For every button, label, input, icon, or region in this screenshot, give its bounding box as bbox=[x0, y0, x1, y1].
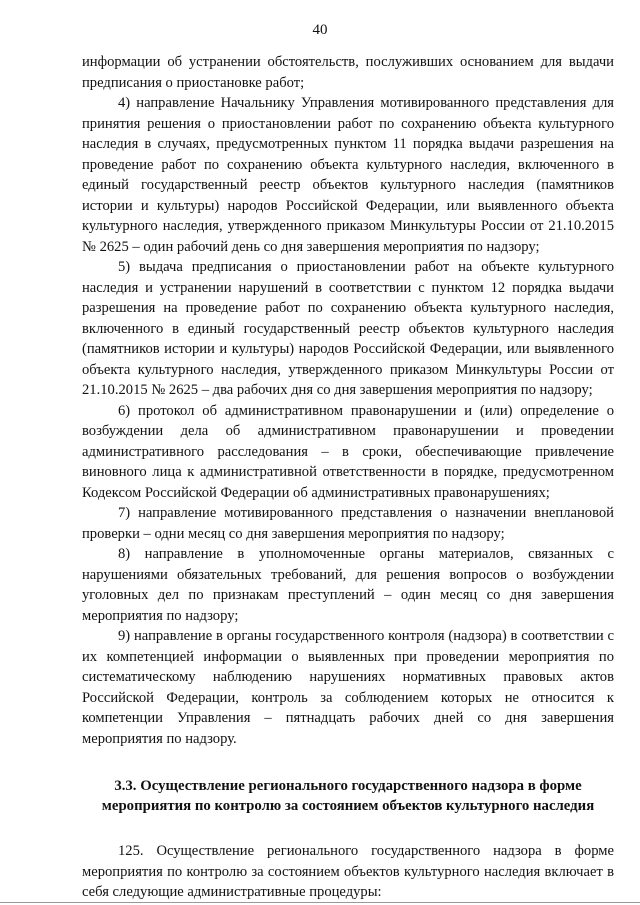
section-heading-line-2: мероприятия по контролю за состоянием объектов культурного наследия bbox=[101, 798, 595, 814]
list-item-9: 9) направление в органы государственного контроля (надзора) в соответствии с их компетенцией информации о выявленных при проведении мероприятия по систематическому наблюдению нарушениях нормативных правовых актов Российской Федерации, контроль за соблюдением которых не относится к компетенции Управления – пятнадцать рабочих дней со дня завершения мероприятия по надзору. bbox=[82, 628, 614, 747]
list-item-8: 8) направление в уполномоченные органы материалов, связанных с нарушениями обязательных требований, для решения вопросов о возбуждении уголовных дел по признакам преступлений – один месяц со дня завершения мероприятия по надзору; bbox=[82, 546, 614, 624]
paragraph-125: 125. Осуществление регионального государственного надзора в форме мероприятия по контролю за состоянием объектов культурного наследия включает в себя следующие административные процедуры: bbox=[82, 843, 614, 900]
list-item-6: 6) протокол об административном правонарушении и (или) определение о возбуждении дела об административном правонарушении и проведении административного расследования – в сроки, обеспечивающие привлечение виновного лица к административной ответственности в порядке, предусмотренном Кодексом Российской Федерации об административных правонарушениях; bbox=[82, 402, 614, 501]
document-body bbox=[82, 52, 614, 903]
section-heading bbox=[82, 776, 614, 816]
list-item-5: 5) выдача предписания о приостановлении работ на объекте культурного наследия и устранении нарушений в соответствии с пунктом 12 порядка выдачи разрешения на проведение работ по сохранению объекта культурного наследия, включенного в единый государственный реестр объектов культурного наследия (памятников истории и культуры) народов Российской Федерации, или выявленного объекта культурного наследия, утвержденного приказом Минкультуры России от 21.10.2015 № 2625 – два рабочих дня со дня завершения мероприятия по надзору; bbox=[82, 259, 614, 398]
list-item-7: 7) направление мотивированного представления о назначении внеплановой проверки – одни месяц со дня завершения мероприятия по надзору; bbox=[82, 505, 614, 542]
paragraph-continuation: информации об устранении обстоятельств, послуживших основанием для выдачи предписания о приостановке работ; bbox=[82, 54, 614, 91]
section-heading-line-1: 3.3. Осуществление регионального государственного надзора в форме bbox=[114, 778, 582, 794]
scan-edge-line bbox=[0, 902, 640, 903]
page-number: 40 bbox=[312, 22, 328, 38]
list-item-4: 4) направление Начальнику Управления мотивированного представления для принятия решения о приостановлении работ по сохранению объекта культурного наследия в случаях, предусмотренных пунктом 11 порядка выдачи разрешения на проведение работ по сохранению объекта культурного наследия, включенного в единый государственный реестр объектов культурного наследия (памятников истории и культуры) народов Российской Федерации, или выявленного объекта культурного наследия, утвержденного приказом Минкультуры России от 21.10.2015 № 2625 – один рабочий день со дня завершения мероприятия по надзору; bbox=[82, 95, 614, 255]
